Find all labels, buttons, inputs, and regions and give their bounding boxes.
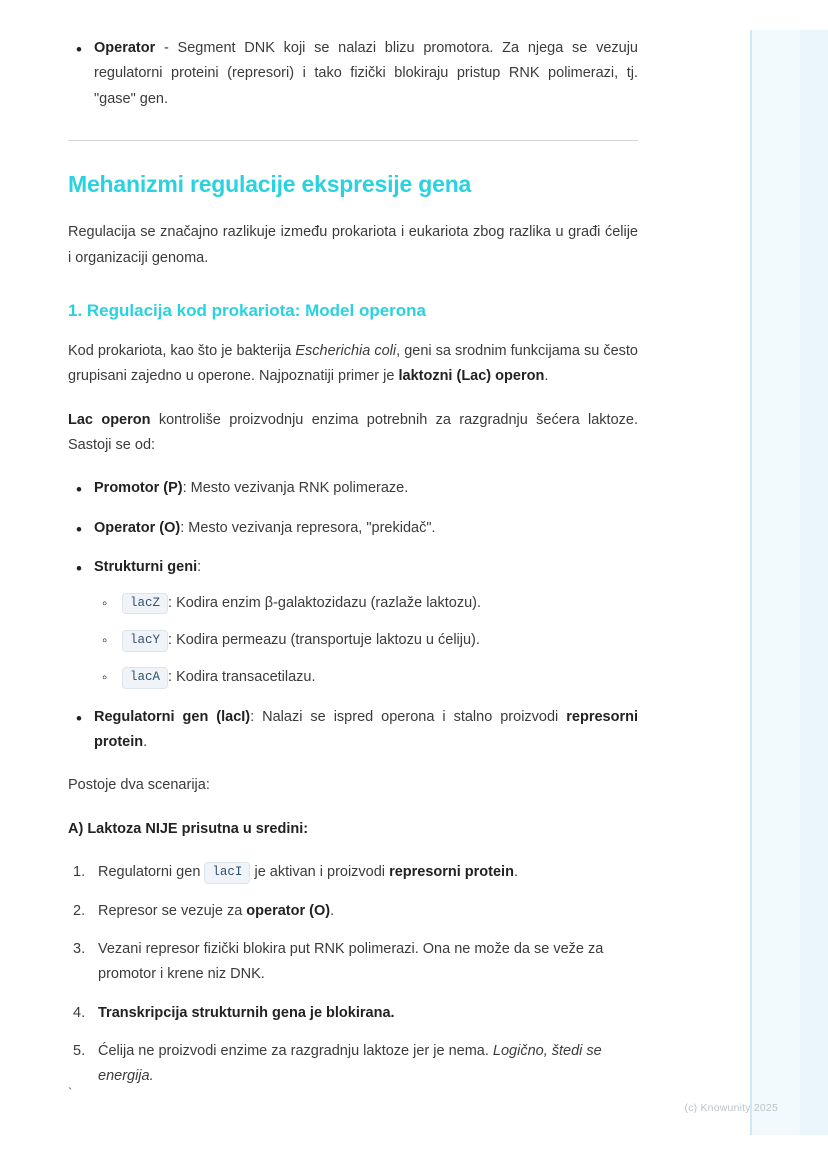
section-divider: [68, 140, 638, 141]
component-description: : Mesto vezivanja RNK polimeraze.: [182, 480, 409, 497]
repressor-protein-term: represorni protein: [94, 708, 638, 750]
list-item-laca: [94, 665, 638, 690]
paragraph-prokarioti: [68, 339, 638, 390]
text-fragment: Represor se vezuje za: [98, 902, 247, 919]
energy-note: Logično, štedi se energija.: [98, 1043, 602, 1085]
text-fragment: kontroliše proizvodnju enzima potrebnih za razgradnju šećera laktoze. Sastoji se od:: [68, 411, 638, 453]
component-term: Regulatorni gen (lacI): [94, 708, 251, 725]
component-term: Strukturni geni: [94, 559, 198, 576]
list-item-step-5: [68, 1039, 638, 1090]
component-description: :: [197, 559, 202, 576]
paragraph-lac-operon: [68, 408, 638, 459]
text-fragment: Kod prokariota, kao što je bakterija: [68, 342, 296, 359]
repressor-protein-term: represorni protein: [389, 864, 514, 881]
list-item-lacz: [94, 591, 638, 616]
component-description: : Nalazi se ispred operona i stalno proizvodi: [250, 708, 567, 725]
component-term: Operator (O): [94, 519, 181, 536]
gene-description: : Kodira enzim β-galaktozidazu (razlaže laktozu).: [168, 594, 481, 611]
transcription-blocked-statement: Transkripcija strukturnih gena je blokirana.: [98, 1004, 395, 1021]
text-fragment: , geni sa srodnim funkcijama su često grupisani zajedno u operone. Najpoznatiji primer je: [68, 342, 638, 385]
list-item-operator-component: [68, 516, 638, 541]
list-item-lacy: [94, 628, 638, 653]
gene-code-laci: lacI: [204, 862, 250, 884]
list-item-operator: [68, 36, 638, 112]
gene-code-lacz: lacZ: [122, 593, 168, 615]
list-item-step-4: [68, 1001, 638, 1026]
list-item-step-2: [68, 899, 638, 924]
lac-operon-term: laktozni (Lac) operon: [398, 368, 545, 385]
text-fragment: Vezani represor fizički blokira put RNK polimerazi. Ona ne može da se veže za promotor i krene niz DNK.: [98, 940, 604, 983]
structural-genes-list: [94, 591, 638, 691]
intro-paragraph: Regulacija se značajno razlikuje između prokariota i eukariota zbog razlika u građi ćelije i organizaciji genoma.: [68, 224, 638, 266]
component-description: : Mesto vezivanja represora, "prekidač".: [180, 519, 436, 536]
operator-term: Operator: [94, 40, 156, 56]
lac-operon-components-list: [68, 476, 638, 755]
text-fragment: .: [513, 864, 518, 881]
text-fragment: .: [330, 902, 335, 919]
page-edge-outer-band: [800, 30, 828, 1135]
list-item-promotor: [68, 476, 638, 501]
text-fragment: Ćelija ne proizvodi enzime za razgradnju laktoze jer je nema.: [98, 1043, 493, 1059]
text-fragment: je aktivan i proizvodi: [250, 864, 390, 881]
text-fragment: Regulatorni gen: [98, 864, 205, 881]
subsection-title: 1. Regulacija kod prokariota: Model operona: [68, 300, 427, 320]
text-fragment: .: [544, 368, 549, 385]
component-term: Promotor (P): [94, 480, 183, 497]
species-name: Escherichia coli: [295, 342, 397, 359]
gene-description: : Kodira permeazu (transportuje laktozu u ćeliju).: [168, 631, 480, 648]
document-content: [68, 36, 638, 1108]
lac-operon-label: Lac operon: [68, 411, 151, 428]
operator-term-inline: operator (O): [246, 902, 331, 919]
stray-backtick-mark: `: [68, 1085, 73, 1100]
page-edge-divider-line: [750, 30, 752, 1135]
scenario-a-steps-list: [68, 860, 638, 1090]
list-item-strukturni-geni: [68, 555, 638, 691]
text-fragment: .: [143, 734, 148, 750]
operator-description: - Segment DNK koji se nalazi blizu promotora. Za njega se vezuju regulatorni proteini (represori) i tako fizički blokiraju pristup RNK polimerazi, tj. "gase" gen.: [94, 40, 638, 107]
scenario-a-title: [68, 817, 638, 842]
list-item-step-1: [68, 860, 638, 885]
scenarios-intro: Postoje dva scenarija:: [68, 777, 210, 794]
scenario-a-heading: A) Laktoza NIJE prisutna u sredini:: [68, 820, 309, 837]
gene-code-lacy: lacY: [122, 630, 168, 652]
list-item-regulatorni-gen: [68, 705, 638, 756]
gene-code-laca: lacA: [122, 667, 168, 689]
operator-definition-list: [68, 36, 638, 112]
list-item-step-3: [68, 937, 638, 988]
page-edge-inner-band: [752, 30, 800, 1135]
gene-description: : Kodira transacetilazu.: [168, 669, 316, 686]
footer-copyright: (c) Knowunity 2025: [684, 1102, 778, 1114]
page-title: Mehanizmi regulacije ekspresije gena: [68, 171, 472, 198]
